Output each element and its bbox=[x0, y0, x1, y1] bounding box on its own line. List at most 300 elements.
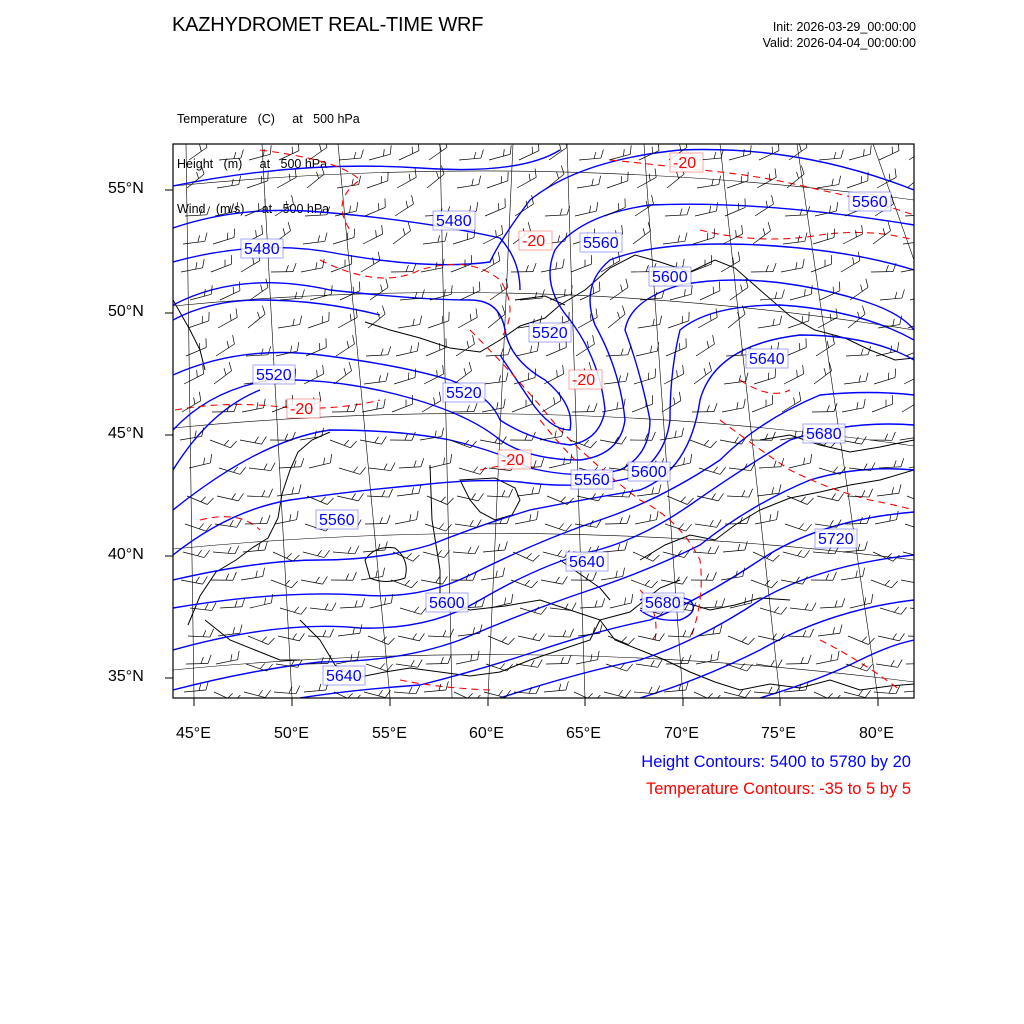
wind-barb-feather bbox=[258, 544, 260, 551]
wind-barb-feather bbox=[352, 494, 356, 500]
wind-barb-feather bbox=[291, 346, 292, 353]
wind-barb-feather bbox=[263, 568, 265, 577]
wind-barb bbox=[547, 174, 564, 188]
wind-barb-feather bbox=[715, 600, 717, 607]
wind-barb-feather bbox=[199, 392, 201, 401]
wind-barb-feather bbox=[804, 458, 805, 465]
wind-barb-feather bbox=[570, 629, 574, 637]
wind-barb bbox=[280, 298, 302, 300]
wind-barb-feather bbox=[855, 437, 859, 443]
wind-barb-feather bbox=[892, 195, 894, 204]
wind-barb bbox=[604, 692, 625, 698]
wind-barb-feather bbox=[199, 523, 203, 528]
wind-barb-feather bbox=[358, 493, 363, 500]
wind-barb-feather bbox=[476, 308, 477, 317]
wind-barb-feather bbox=[410, 514, 411, 521]
wind-barb-feather bbox=[708, 547, 711, 553]
height-contour-label: 5600 bbox=[429, 595, 465, 612]
wind-barb-feather bbox=[659, 633, 664, 640]
wind-barb-feather bbox=[923, 365, 924, 374]
wind-barb-feather bbox=[704, 368, 706, 375]
wind-barb-feather bbox=[360, 624, 362, 633]
wind-barb-feather bbox=[443, 630, 446, 636]
height-contour-label: 5560 bbox=[319, 512, 355, 529]
wind-barb-feather bbox=[478, 493, 483, 500]
wind-barb bbox=[308, 321, 329, 328]
wind-barb-feather bbox=[798, 235, 800, 242]
wind-barb-feather bbox=[324, 550, 329, 557]
wind-barb-feather bbox=[409, 687, 412, 693]
wind-barb-feather bbox=[797, 172, 799, 179]
wind-barb-feather bbox=[298, 142, 299, 151]
wind-barb-feather bbox=[769, 687, 772, 693]
wind-barb-feather bbox=[556, 262, 557, 269]
wind-barb-feather bbox=[411, 660, 414, 666]
wind-barb-feather bbox=[205, 233, 207, 242]
wind-barb bbox=[720, 440, 742, 444]
wind-barb-feather bbox=[381, 285, 383, 292]
wind-barb-feather bbox=[385, 598, 386, 605]
wind-barb-feather bbox=[262, 490, 265, 496]
height-contour-label: 5560 bbox=[583, 235, 619, 252]
wind-barb bbox=[660, 436, 682, 440]
wind-barb bbox=[669, 463, 690, 468]
wind-barb bbox=[907, 496, 927, 505]
wind-barb-feather bbox=[837, 520, 841, 528]
wind-barb-feather bbox=[417, 342, 418, 351]
height-contour-label: 5680 bbox=[645, 595, 681, 612]
wind-barb bbox=[754, 692, 776, 694]
wind-barb-feather bbox=[236, 202, 237, 211]
wind-barb bbox=[841, 261, 860, 272]
wind-barb-feather bbox=[861, 285, 863, 292]
wind-barb-feather bbox=[859, 690, 863, 696]
wind-barb-feather bbox=[381, 349, 383, 356]
wind-barb-feather bbox=[475, 600, 477, 607]
wind-barb bbox=[909, 147, 927, 160]
wind-barb-feather bbox=[439, 392, 441, 401]
wind-barb bbox=[334, 371, 352, 384]
wind-barb-feather bbox=[261, 349, 263, 356]
wind-barb-feather bbox=[827, 405, 829, 412]
wind-barb bbox=[817, 185, 839, 188]
wind-barb-feather bbox=[200, 145, 202, 152]
wind-barb-feather bbox=[810, 629, 814, 637]
wind-barb-feather bbox=[415, 369, 416, 378]
wind-barb bbox=[542, 401, 561, 412]
wind-barb-feather bbox=[438, 550, 442, 556]
wind-barb bbox=[484, 692, 505, 698]
wind-barb-feather bbox=[565, 139, 567, 148]
wind-barb-feather bbox=[347, 233, 348, 240]
wind-barb-feather bbox=[443, 365, 444, 374]
wind-barb bbox=[600, 440, 622, 444]
wind-barb-feather bbox=[892, 487, 894, 494]
wind-barb bbox=[789, 463, 810, 468]
wind-barb-feather bbox=[558, 550, 562, 556]
wind-barb bbox=[458, 317, 477, 328]
wind-barb-feather bbox=[856, 230, 857, 237]
wind-barb bbox=[728, 314, 745, 328]
wind-barb-feather bbox=[467, 405, 469, 412]
wind-barb-feather bbox=[834, 152, 836, 159]
wind-barb-feather bbox=[556, 577, 560, 583]
wind-barb-feather bbox=[412, 432, 415, 440]
wind-barb-feather bbox=[361, 149, 364, 158]
wind-barb-feather bbox=[685, 139, 687, 148]
wind-barb bbox=[489, 154, 510, 160]
wind-barb-feather bbox=[467, 233, 468, 240]
wind-barb-feather bbox=[508, 346, 511, 355]
wind-barb-feather bbox=[539, 633, 544, 640]
wind-barb-feather bbox=[382, 490, 385, 496]
wind-barb bbox=[900, 436, 922, 440]
wind-barb-feather bbox=[354, 229, 355, 238]
wind-barb-feather bbox=[811, 285, 812, 294]
wind-barb bbox=[543, 552, 564, 558]
wind-barb-feather bbox=[472, 494, 476, 500]
wind-barb bbox=[241, 261, 260, 272]
wind-barb bbox=[698, 317, 717, 328]
wind-barb-feather bbox=[841, 149, 844, 158]
wind-barb-feather bbox=[236, 308, 237, 317]
wind-barb-feather bbox=[927, 498, 933, 504]
wind-barb-feather bbox=[916, 262, 917, 269]
wind-barb-feather bbox=[376, 571, 377, 578]
wind-barb bbox=[220, 607, 242, 608]
wind-barb-feather bbox=[824, 368, 826, 375]
wind-barb-feather bbox=[863, 568, 865, 577]
wind-barb bbox=[730, 287, 748, 300]
wind-barb bbox=[339, 158, 361, 160]
wind-barb-feather bbox=[832, 494, 836, 500]
wind-barb-feather bbox=[918, 235, 920, 242]
wind-barb-feather bbox=[323, 259, 325, 268]
wind-barb bbox=[696, 344, 714, 356]
wind-barb bbox=[484, 381, 506, 384]
wind-barb-feather bbox=[842, 598, 845, 607]
wind-barb bbox=[276, 351, 297, 356]
wind-barb-feather bbox=[318, 235, 320, 242]
wind-barb bbox=[847, 181, 868, 188]
wind-barb bbox=[518, 636, 539, 641]
wind-barb-feather bbox=[591, 441, 597, 448]
wind-barb-feather bbox=[623, 568, 625, 577]
wind-barb-feather bbox=[391, 463, 395, 471]
wind-barb-feather bbox=[406, 201, 407, 208]
wind-barb-feather bbox=[388, 638, 394, 644]
wind-barb-feather bbox=[736, 230, 737, 237]
wind-barb-feather bbox=[651, 660, 654, 666]
wind-barb-feather bbox=[441, 497, 446, 502]
wind-barb-feather bbox=[679, 392, 681, 401]
wind-barb bbox=[460, 291, 480, 300]
wind-barb bbox=[875, 520, 897, 524]
wind-barb bbox=[392, 404, 413, 412]
wind-barb-feather bbox=[621, 285, 623, 292]
wind-barb-feather bbox=[467, 341, 468, 348]
wind-barb bbox=[848, 636, 868, 645]
wind-barb-feather bbox=[557, 172, 559, 179]
wind-barb-feather bbox=[262, 436, 267, 444]
wind-barb-feather bbox=[301, 607, 307, 614]
wind-barb-feather bbox=[238, 651, 240, 660]
wind-barb bbox=[901, 268, 923, 272]
wind-barb-feather bbox=[683, 259, 685, 268]
wind-barb-feather bbox=[233, 335, 235, 344]
lon-label-75: 75°E bbox=[761, 725, 796, 742]
wind-barb-feather bbox=[915, 431, 916, 438]
wind-barb-feather bbox=[652, 487, 654, 494]
wind-barb-feather bbox=[801, 657, 803, 664]
wind-barb-feather bbox=[268, 638, 274, 644]
wind-barb-feather bbox=[897, 511, 899, 520]
wind-barb bbox=[429, 147, 447, 160]
wind-barb-feather bbox=[898, 660, 902, 668]
wind-barb bbox=[453, 238, 474, 244]
wind-barb-feather bbox=[856, 571, 857, 578]
wind-barb-feather bbox=[259, 690, 263, 696]
wind-barb bbox=[366, 355, 388, 356]
height-contour-label: 5600 bbox=[652, 269, 688, 286]
wind-barb-feather bbox=[211, 285, 212, 294]
wind-barb-feather bbox=[737, 402, 738, 409]
wind-barb-feather bbox=[712, 494, 716, 500]
wind-barb-feather bbox=[830, 206, 831, 213]
wind-barb bbox=[397, 177, 416, 188]
wind-barb-feather bbox=[344, 368, 346, 375]
valid-time: Valid: 2026-04-04_00:00:00 bbox=[762, 36, 916, 50]
wind-barb-feather bbox=[898, 142, 899, 151]
wind-barb-feather bbox=[804, 289, 805, 296]
wind-barb bbox=[183, 552, 204, 558]
wind-barb bbox=[368, 636, 388, 645]
wind-barb bbox=[874, 378, 895, 384]
wind-barb bbox=[515, 204, 533, 216]
wind-barb-feather bbox=[464, 368, 466, 375]
wind-barb bbox=[759, 467, 781, 468]
wind-barb bbox=[579, 158, 601, 160]
wind-barb-feather bbox=[327, 206, 330, 215]
wind-barb-feather bbox=[527, 553, 532, 558]
wind-barb-feather bbox=[227, 341, 228, 348]
wind-barb bbox=[636, 664, 658, 667]
wind-barb bbox=[755, 520, 777, 524]
wind-barb bbox=[754, 378, 775, 384]
wind-barb bbox=[604, 381, 626, 384]
wind-barb-feather bbox=[775, 369, 776, 378]
wind-barb-feather bbox=[327, 498, 333, 504]
wind-barb-feather bbox=[743, 568, 745, 577]
wind-barb-feather bbox=[812, 603, 816, 611]
wind-barb bbox=[309, 147, 327, 160]
wind-barb-feather bbox=[681, 497, 686, 502]
wind-barb-feather bbox=[316, 577, 320, 583]
wind-barb bbox=[336, 344, 354, 356]
wind-barb bbox=[277, 177, 296, 188]
wind-barb-feather bbox=[834, 403, 837, 411]
wind-barb bbox=[217, 496, 238, 501]
wind-barb-feather bbox=[771, 660, 774, 666]
wind-barb-feather bbox=[895, 369, 896, 378]
wind-barb bbox=[811, 264, 832, 272]
wind-barb-feather bbox=[674, 397, 675, 404]
wind-barb bbox=[217, 185, 239, 188]
wind-barb-feather bbox=[403, 228, 405, 235]
wind-barb bbox=[784, 690, 806, 692]
variable-height: Height (m) at 500 hPa bbox=[177, 157, 328, 171]
wind-barb-feather bbox=[862, 436, 867, 444]
wind-barb bbox=[546, 347, 566, 356]
wind-barb-feather bbox=[230, 206, 231, 213]
wind-barb-feather bbox=[505, 541, 507, 550]
wind-barb bbox=[454, 692, 474, 701]
wind-barb bbox=[459, 158, 481, 160]
wind-barb-feather bbox=[745, 598, 746, 605]
wind-barb bbox=[339, 468, 360, 474]
wind-barb-feather bbox=[262, 637, 267, 642]
wind-barb-feather bbox=[439, 684, 441, 691]
wind-barb bbox=[457, 496, 478, 501]
wind-barb bbox=[842, 408, 864, 412]
wind-barb-feather bbox=[927, 206, 930, 215]
wind-barb bbox=[243, 550, 265, 552]
wind-barb-feather bbox=[301, 458, 304, 467]
wind-barb-feather bbox=[537, 342, 538, 351]
wind-barb-feather bbox=[657, 511, 659, 520]
wind-barb bbox=[910, 608, 932, 611]
wind-barb-feather bbox=[414, 460, 416, 467]
wind-barb-feather bbox=[224, 368, 226, 375]
wind-barb-feather bbox=[234, 152, 236, 159]
wind-barb bbox=[908, 636, 930, 637]
wind-barb-feather bbox=[926, 524, 932, 531]
wind-barb-feather bbox=[620, 517, 622, 524]
wind-barb-feather bbox=[714, 152, 716, 159]
wind-barb-feather bbox=[539, 484, 541, 493]
wind-barb-feather bbox=[718, 493, 723, 500]
wind-barb bbox=[300, 436, 322, 440]
wind-barb-feather bbox=[227, 233, 228, 240]
wind-barb bbox=[513, 552, 533, 561]
wind-barb-feather bbox=[419, 633, 424, 640]
wind-barb-feather bbox=[286, 265, 288, 272]
wind-barb bbox=[398, 325, 420, 328]
wind-barb-feather bbox=[922, 428, 924, 437]
wind-barb bbox=[635, 520, 657, 524]
wind-barb bbox=[691, 264, 712, 272]
wind-barb bbox=[395, 520, 417, 524]
wind-barb bbox=[218, 317, 237, 328]
wind-barb bbox=[397, 493, 419, 496]
wind-barb-feather bbox=[861, 349, 863, 356]
wind-barb-feather bbox=[387, 664, 393, 671]
wind-barb bbox=[308, 636, 330, 637]
wind-barb-feather bbox=[231, 654, 232, 661]
wind-barb bbox=[694, 692, 714, 701]
wind-barb-feather bbox=[713, 467, 717, 473]
wind-barb-feather bbox=[857, 402, 858, 409]
wind-barb-feather bbox=[893, 319, 894, 326]
wind-barb bbox=[670, 294, 691, 300]
wind-barb-feather bbox=[317, 370, 318, 377]
wind-barb bbox=[700, 291, 720, 300]
wind-barb bbox=[182, 401, 201, 412]
wind-barb-feather bbox=[501, 285, 503, 292]
wind-barb-feather bbox=[684, 458, 685, 465]
wind-barb-feather bbox=[599, 282, 600, 291]
wind-barb-feather bbox=[260, 663, 264, 668]
height-contour-label: 5640 bbox=[326, 668, 362, 685]
wind-barb bbox=[219, 158, 241, 160]
wind-barb bbox=[818, 317, 837, 328]
wind-barb bbox=[784, 374, 804, 384]
wind-barb-feather bbox=[262, 306, 265, 315]
wind-barb-feather bbox=[438, 235, 440, 242]
wind-barb bbox=[580, 607, 602, 608]
wind-barb bbox=[304, 690, 326, 692]
wind-barb-feather bbox=[710, 314, 711, 321]
wind-barb bbox=[790, 294, 811, 300]
wind-barb-feather bbox=[200, 209, 202, 216]
wind-barb bbox=[274, 692, 296, 694]
wind-barb bbox=[576, 344, 594, 356]
wind-barb-feather bbox=[775, 292, 777, 299]
wind-barb-feather bbox=[474, 403, 477, 411]
wind-barb-feather bbox=[269, 489, 273, 497]
wind-barb bbox=[456, 660, 478, 664]
wind-barb bbox=[213, 552, 235, 554]
wind-barb-feather bbox=[772, 487, 774, 494]
wind-barb-feather bbox=[715, 546, 719, 554]
wind-barb bbox=[844, 692, 865, 698]
wind-barb-feather bbox=[203, 259, 205, 268]
wind-barb-feather bbox=[895, 168, 896, 177]
wind-barb bbox=[571, 264, 592, 272]
wind-barb-feather bbox=[803, 259, 805, 268]
wind-barb bbox=[421, 580, 443, 584]
wind-barb bbox=[787, 496, 807, 505]
wind-barb-feather bbox=[622, 637, 627, 642]
wind-barb-feather bbox=[293, 634, 297, 640]
wind-barb-feather bbox=[683, 365, 684, 374]
wind-barb-feather bbox=[323, 630, 326, 636]
wind-barb-feather bbox=[716, 202, 717, 211]
wind-barb bbox=[249, 154, 270, 160]
wind-barb-feather bbox=[862, 490, 865, 496]
wind-barb-feather bbox=[409, 174, 410, 181]
wind-barb bbox=[361, 576, 383, 580]
wind-barb-feather bbox=[292, 581, 298, 588]
wind-barb-feather bbox=[417, 511, 419, 520]
wind-barb bbox=[301, 268, 323, 272]
wind-barb-feather bbox=[412, 487, 414, 494]
wind-barb-feather bbox=[859, 375, 861, 382]
wind-barb-feather bbox=[439, 523, 443, 528]
wind-barb bbox=[364, 381, 386, 384]
wind-barb-feather bbox=[894, 607, 898, 613]
wind-barb-feather bbox=[451, 285, 452, 294]
height-contour-label: 5600 bbox=[631, 464, 667, 481]
wind-barb-feather bbox=[643, 228, 645, 235]
wind-barb bbox=[273, 552, 293, 561]
wind-barb bbox=[758, 636, 779, 641]
wind-barb-feather bbox=[628, 638, 634, 644]
wind-barb-feather bbox=[197, 370, 198, 377]
wind-barb-feather bbox=[770, 514, 771, 521]
wind-barb-feather bbox=[210, 629, 214, 637]
wind-barb-feather bbox=[267, 515, 270, 523]
